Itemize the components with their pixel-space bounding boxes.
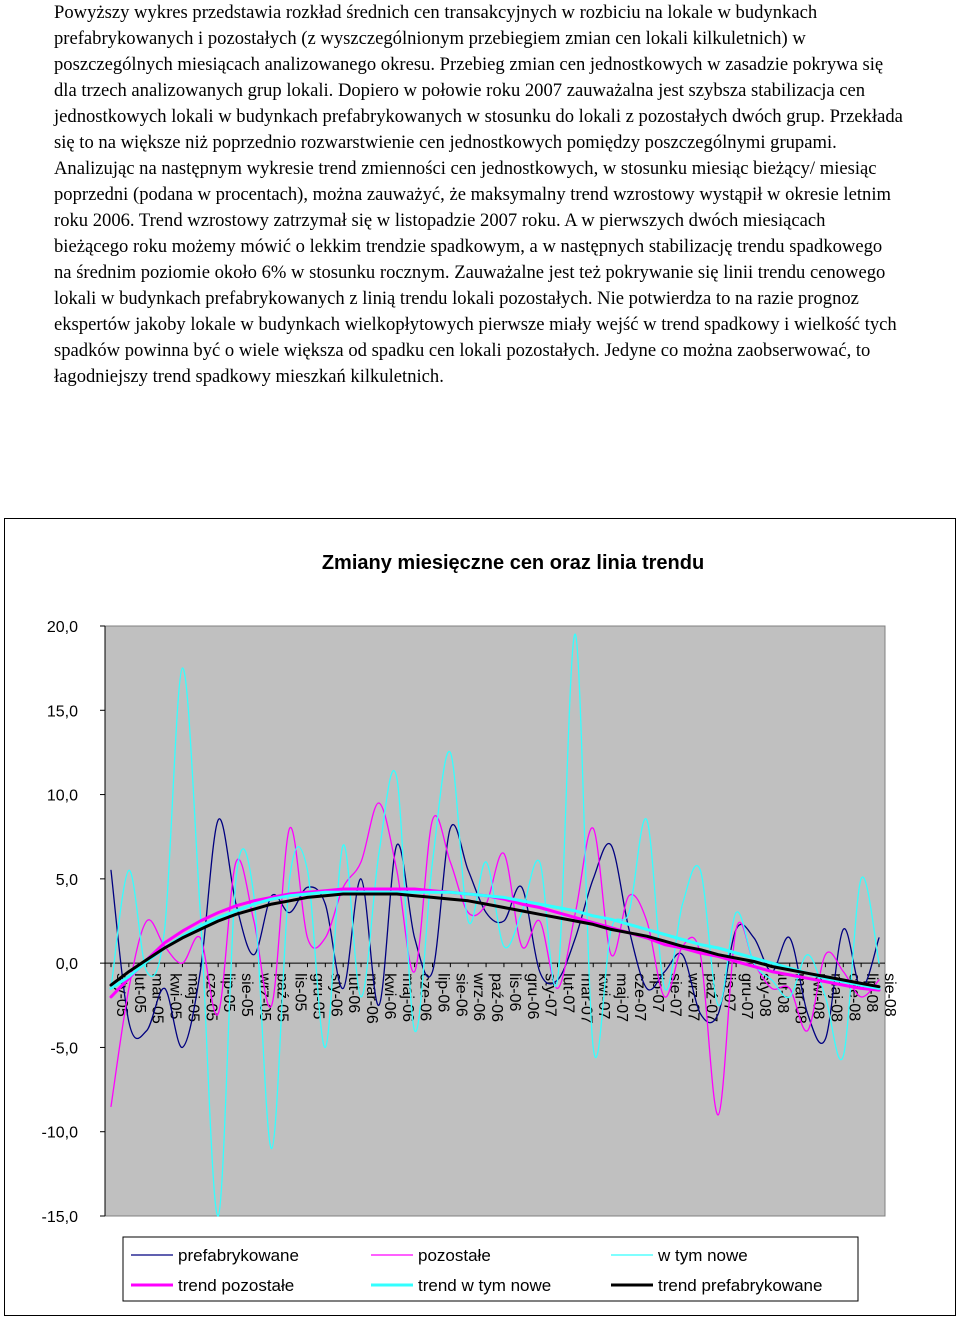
x-tick-label: lis-06: [505, 973, 523, 1012]
x-tick-label: kwi-07: [595, 973, 613, 1020]
x-tick-label: cze-08: [845, 973, 863, 1022]
x-tick-label: lut-08: [773, 973, 791, 1014]
y-tick-label: 10,0: [46, 787, 78, 805]
x-tick-label: sty-07: [541, 973, 559, 1017]
x-tick-label: sie-05: [238, 973, 256, 1017]
legend-label: trend w tym nowe: [418, 1276, 552, 1295]
chart-title: Zmiany miesięczne cen oraz linia trendu: [321, 552, 705, 574]
y-tick-label: 20,0: [46, 619, 78, 636]
body-text: [54, 0, 904, 390]
x-tick-label: lis-07: [720, 973, 738, 1012]
x-tick-label: mar-05: [148, 973, 166, 1024]
y-tick-label: 5,0: [55, 871, 78, 889]
x-tick-label: lip-06: [434, 973, 452, 1013]
x-tick-label: lip-07: [648, 973, 666, 1013]
y-tick-label: 15,0: [46, 703, 78, 721]
y-tick-label: 0,0: [55, 956, 78, 974]
x-tick-label: maj-05: [184, 973, 202, 1023]
legend-label: trend prefabrykowane: [658, 1276, 823, 1295]
paragraph-1: Powyższy wykres przedstawia rozkład średnich cen transakcyjnych w rozbiciu na lokale w budynkach prefabrykowanych i pozostałych (z wyszczególnionym przebiegiem zmian cen lokali kilkuletnich) w poszczególnych miesiącach analizowanego okresu. Przebieg zmian cen jednostkowych w zasadzie pokrywa się dla trzech analizowanych grup lokali. Dopiero w połowie roku 2007 zauważalna jest szybsza stabilizacja cen jednostkowych lokali w budynkach prefabrykowanych w stosunku do lokali z pozostałych dwóch grup. Przekłada się to na większe niż poprzednio rozwarstwienie cen jednostkowych pomiędzy poszczególnymi grupami.: [54, 2, 903, 153]
x-tick-label: gru-06: [523, 973, 541, 1020]
x-tick-label: wrz-07: [684, 973, 702, 1022]
x-tick-label: lip-05: [220, 973, 238, 1013]
x-tick-label: mar-06: [363, 973, 381, 1024]
x-tick-label: mar-07: [577, 973, 595, 1024]
legend-label: trend pozostałe: [178, 1276, 295, 1295]
x-tick-label: kwi-05: [166, 973, 184, 1020]
x-tick-label: cze-07: [630, 973, 648, 1022]
x-tick-label: sie-06: [452, 973, 470, 1017]
chart-frame: [4, 518, 956, 1316]
legend-label: pozostałe: [418, 1246, 491, 1265]
legend: [123, 1237, 858, 1301]
x-tick-label: mar-08: [791, 973, 809, 1024]
x-tick-label: wrz-06: [470, 973, 488, 1022]
y-tick-label: -5,0: [50, 1040, 78, 1058]
x-tick-label: lut-05: [130, 973, 148, 1014]
x-tick-label: sty-06: [327, 973, 345, 1017]
x-tick-label: sty-05: [113, 973, 130, 1017]
y-tick-label: -15,0: [41, 1209, 78, 1226]
x-tick-label: gru-07: [738, 973, 756, 1020]
x-tick-label: gru-05: [309, 973, 327, 1020]
x-tick-label: sty-08: [755, 973, 773, 1017]
x-tick-label: wrz-05: [255, 973, 273, 1022]
x-tick-label: lis-05: [291, 973, 309, 1012]
x-tick-label: paź-05: [273, 973, 291, 1023]
monthly-price-change-chart: [5, 519, 955, 1315]
x-tick-label: lut-06: [345, 973, 363, 1014]
y-tick-label: -10,0: [41, 1124, 78, 1142]
x-tick-label: lut-07: [559, 973, 577, 1014]
x-tick-label: lip-08: [863, 973, 881, 1013]
x-tick-label: maj-08: [827, 973, 845, 1023]
legend-label: prefabrykowane: [178, 1246, 299, 1265]
x-tick-label: cze-05: [202, 973, 220, 1022]
x-tick-label: kwi-06: [380, 973, 398, 1020]
x-tick-label: kwi-08: [809, 973, 827, 1020]
x-tick-label: sie-08: [881, 973, 898, 1017]
paragraph-2: Analizując na następnym wykresie trend zmienności cen jednostkowych, w stosunku miesiąc bieżący/ miesiąc poprzedni (podana w procentach), można zauważyć, że maksymalny trend wzrostowy wystąpił w okresie letnim roku 2006. Trend wzrostowy zatrzymał się w listopadzie 2007 roku. A w pierwszych dwóch miesiącach bieżącego roku możemy mówić o lekkim trendzie spadkowym, a w następnych stabilizację trendu spadkowego na średnim poziomie około 6% w stosunku rocznym. Zauważalne jest też pokrywanie się linii trendu cenowego lokali w budynkach prefabrykowanych z linią trendu lokali pozostałych. Nie potwierdza to na razie prognoz ekspertów jakoby lokale w budynkach wielkopłytowych pierwsze miały wejść w trend spadkowy i wielkość tych spadków powinna być o wiele większa od spadku cen lokali pozostałych. Jedyne co można zaobserwować, to łagodniejszy trend spadkowy mieszkań kilkuletnich.: [54, 158, 897, 387]
x-tick-label: paź-07: [702, 973, 720, 1023]
x-tick-label: paź-06: [488, 973, 506, 1023]
x-tick-label: sie-07: [666, 973, 684, 1017]
x-tick-label: maj-07: [613, 973, 631, 1023]
legend-label: w tym nowe: [658, 1246, 748, 1265]
x-tick-label: cze-06: [416, 973, 434, 1022]
x-tick-label: maj-06: [398, 973, 416, 1023]
